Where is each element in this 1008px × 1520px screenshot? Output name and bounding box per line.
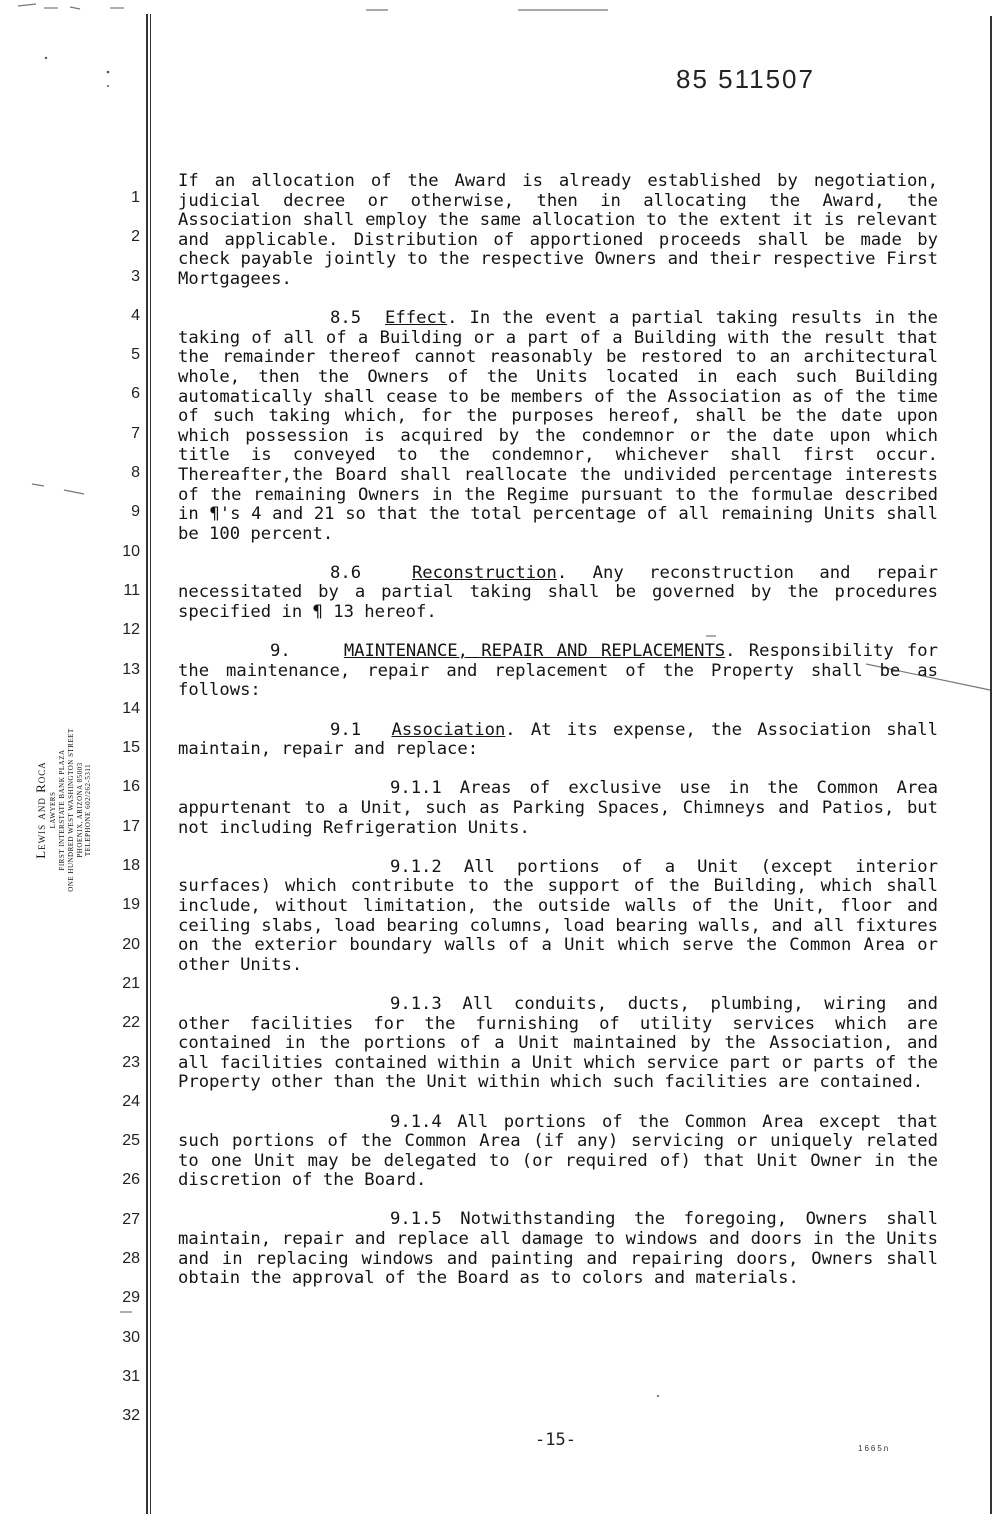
subsection-9-1-4: 9.1.4 All portions of the Common Area except that such portions of the Common Area (if any) servicing or uniquely related to one Unit may be delegated to (or required of) that Unit Owner in the discretion of the Board. [178, 1111, 938, 1191]
line-number: 12 [122, 621, 140, 639]
line-number: 2 [131, 228, 140, 246]
footer-stamp: 1665n [858, 1444, 891, 1453]
section-text: . In the event a partial taking results in the taking of all of a Building or a part of a Building with the result that the remainder thereof cannot reasonably be restored to an architectural whole, then the Owners of the Units located in each such Building automatically shall cease to be members of the Association as of the time of such taking which, for the purposes hereof, shall be the date upon which possession is acquired by the condemnor or the date upon which title is conveyed to the condemnor, whichever shall first occur. Thereafter,the Board shall reallocate the undivided percentage interests of the remaining Owners in the Regime pursuant to the formulae described in ¶'s 4 and 21 so that the total percentage of all remaining Units shall be 100 percent. [178, 308, 938, 544]
firm-address-line: FIRST INTERSTATE BANK PLAZA [58, 749, 66, 871]
line-number: 10 [122, 542, 140, 560]
line-number: 29 [122, 1289, 140, 1307]
section-8-5-effect [178, 309, 938, 544]
line-number: 15 [122, 739, 140, 757]
subsection-9-1-2: 9.1.2 All portions of a Unit (except interior surfaces) which contribute to the support of the Building, which shall include, without limitation, the outside walls of the Unit, floor and ceiling slabs, load bearing columns, load bearing walls, and all fixtures on the exterior boundary walls of a Unit which serve the Common Area or other Units. [178, 856, 938, 975]
page-number: -15- [535, 1430, 576, 1450]
line-number: 23 [122, 1053, 140, 1071]
subsection-9-1-1: 9.1.1 Areas of exclusive use in the Common Area appurtenant to a Unit, such as Parking Spaces, Chimneys and Patios, but not including Refrigeration Units. [178, 778, 938, 838]
line-number: 11 [123, 581, 140, 599]
line-number: 24 [122, 1092, 140, 1110]
section-heading: Reconstruction [411, 562, 557, 583]
law-firm-letterhead [18, 690, 108, 930]
line-number: 20 [122, 935, 140, 953]
paragraph-award-allocation: If an allocation of the Award is already established by negotiation, judicial decree or otherwise, then in allocating the Award, the Association shall employ the same allocation to the extent it is relevant and applicable. Distribution of apportioned proceeds shall be made by check payable jointly to the respective Owners and their respective First Mortgagees. [178, 171, 938, 289]
line-number: 16 [122, 778, 140, 796]
line-number: 31 [122, 1367, 140, 1385]
line-number: 26 [122, 1171, 140, 1189]
line-number: 3 [131, 267, 140, 285]
left-margin-rule-inner [150, 14, 151, 1514]
section-8-6-reconstruction [178, 564, 938, 623]
firm-name: Lewis and Roca [33, 761, 48, 859]
section-text: . At its expense, the Association shall maintain, repair and replace: [178, 719, 939, 760]
line-number: 30 [122, 1328, 140, 1346]
section-number: 8.5 [330, 308, 362, 329]
line-number: 4 [131, 306, 140, 324]
line-number: 25 [122, 1132, 140, 1150]
section-9-maintenance [178, 642, 938, 701]
line-number: 5 [131, 346, 140, 364]
section-text: . Any reconstruction and repair necessitated by a partial taking shall be governed by the procedures specified in ¶ 13 hereof. [178, 562, 939, 623]
section-text: . Responsibility for the maintenance, repair and replacement of the Property shall be as follows: [178, 641, 938, 701]
section-heading: Effect [385, 308, 448, 329]
line-number: 8 [131, 464, 140, 482]
line-number-column [108, 178, 140, 1436]
line-number: 13 [122, 660, 140, 678]
line-number: 7 [131, 424, 140, 442]
line-number: 22 [122, 1014, 140, 1032]
line-number: 1 [131, 189, 140, 206]
firm-address-line: PHOENIX, ARIZONA 85003 [75, 762, 84, 858]
line-number: 19 [122, 896, 140, 914]
right-margin-rule [990, 16, 992, 1514]
section-heading: Association [391, 719, 506, 740]
line-number: 6 [131, 385, 140, 403]
document-body [178, 172, 938, 1308]
firm-title: LAWYERS [49, 791, 58, 829]
line-number: 27 [122, 1210, 140, 1228]
left-margin-rule [146, 14, 148, 1514]
line-number: 18 [122, 857, 140, 875]
section-heading: MAINTENANCE, REPAIR AND REPLACEMENTS [343, 641, 726, 662]
line-number: 17 [122, 817, 140, 835]
line-number: 21 [122, 974, 140, 992]
line-number: 14 [122, 699, 140, 717]
firm-address-line: ONE HUNDRED WEST WASHINGTON STREET [66, 728, 75, 892]
line-number: 32 [122, 1407, 140, 1425]
line-number: 28 [122, 1250, 140, 1268]
firm-phone: TELEPHONE 602/262-5311 [84, 763, 93, 857]
section-number: 9.1 [330, 719, 362, 740]
section-9-1-association [178, 721, 938, 760]
subsection-9-1-3: 9.1.3 All conduits, ducts, plumbing, wiring and other facilities for the furnishing of utility services which are contained in the portions of a Unit maintained by the Association, and all facilities contained within a Unit which service part or parts of the Property other than the Unit within which such facilities are contained. [178, 993, 938, 1093]
section-number: 8.6 [330, 562, 362, 583]
section-number: 9. [270, 641, 291, 662]
line-number: 9 [131, 503, 140, 521]
subsection-9-1-5: 9.1.5 Notwithstanding the foregoing, Owners shall maintain, repair and replace all damage to windows and doors in the Units and in replacing windows and painting and repairing doors, Owners shall obtain the approval of the Board as to colors and materials. [178, 1209, 938, 1289]
document-number: 85 511507 [676, 64, 815, 94]
